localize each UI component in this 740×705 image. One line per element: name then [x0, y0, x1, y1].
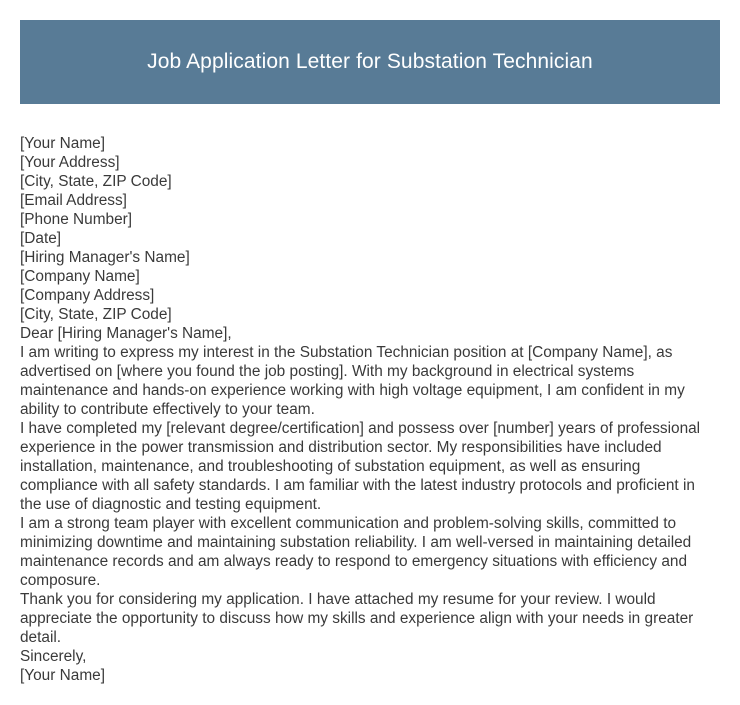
- sender-city-state-zip: [City, State, ZIP Code]: [20, 173, 172, 190]
- sender-address: [Your Address]: [20, 154, 120, 171]
- paragraph-skills: I am a strong team player with excellent communication and problem-solving skills, committed to minimizing downtime and maintaining substation reliability. I am well-versed in maintaining detailed maintenance records and am always ready to respond to emergency situations with efficiency and composure.: [20, 515, 692, 589]
- paragraph-experience: I have completed my [relevant degree/certification] and possess over [number] years of professional experience in the power transmission and distribution sector. My responsibilities have included installation, maintenance, and troubleshooting of substation equipment, as well as ensuring compliance with all safety standards. I am familiar with the latest industry protocols and proficient in the use of diagnostic and testing equipment.: [20, 420, 701, 513]
- recipient-company-address: [Company Address]: [20, 287, 155, 304]
- sender-phone: [Phone Number]: [20, 211, 133, 228]
- paragraph-interest: I am writing to express my interest in the Substation Technician position at [Company Name], as advertised on [where you found the job posting]. With my background in electrical systems maintenance and hands-on experience working with high voltage equipment, I am confident in my ability to contribute effectively to your team.: [20, 344, 685, 418]
- recipient-hiring-manager: [Hiring Manager's Name]: [20, 249, 190, 266]
- sender-email: [Email Address]: [20, 192, 127, 209]
- salutation: Dear [Hiring Manager's Name],: [20, 325, 232, 342]
- recipient-city-state-zip: [City, State, ZIP Code]: [20, 306, 172, 323]
- signature: [Your Name]: [20, 667, 105, 684]
- letter-header-banner: [20, 20, 720, 104]
- sender-name: [Your Name]: [20, 135, 105, 152]
- letter-date: [Date]: [20, 230, 62, 247]
- closing: Sincerely,: [20, 648, 87, 665]
- recipient-company-name: [Company Name]: [20, 268, 140, 285]
- letter-body: [20, 134, 720, 685]
- page-title: Job Application Letter for Substation Technician: [147, 50, 593, 73]
- paragraph-closing-thanks: Thank you for considering my application. I have attached my resume for your review. I would appreciate the opportunity to discuss how my skills and experience align with your needs in greater detail.: [20, 591, 694, 646]
